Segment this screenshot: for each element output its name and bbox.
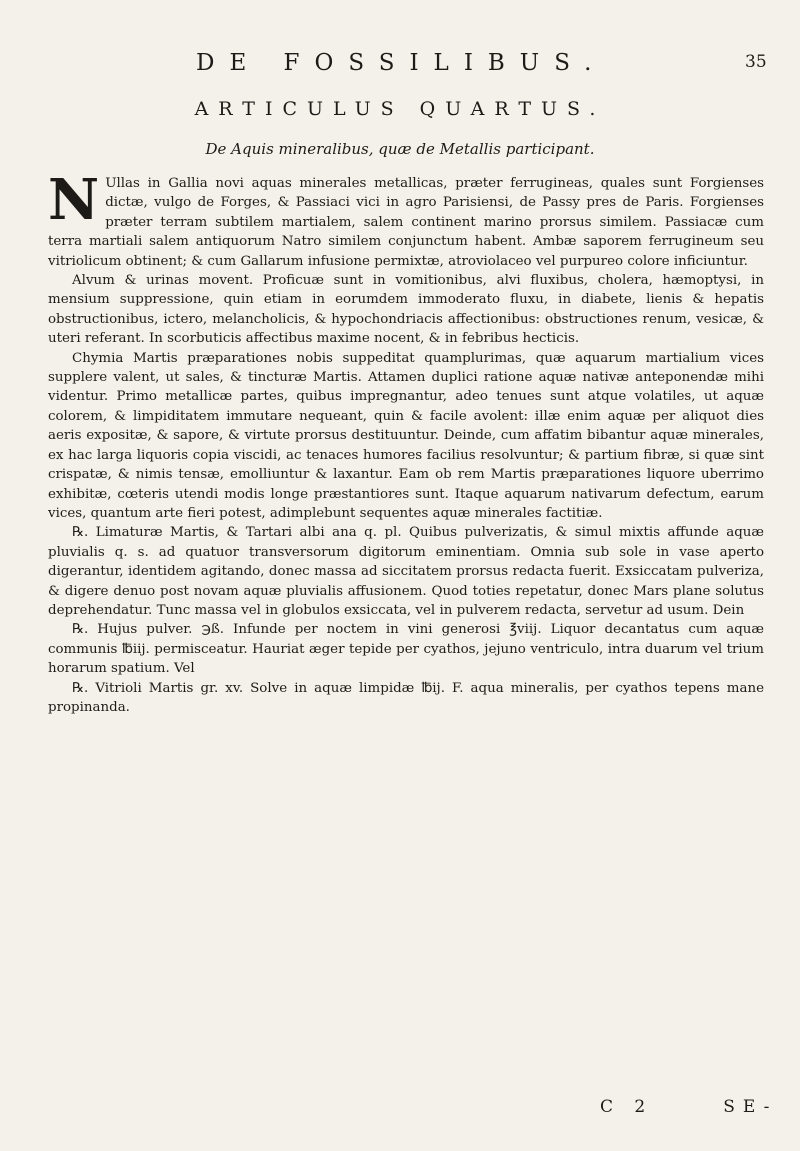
page-number: 35: [745, 52, 767, 72]
paragraph: Alvum & urinas movent. Proficuæ sunt in vomitionibus, alvi fluxibus, cholera, hæmoptysi, in mensium suppressione, quin etiam in eorumdem immoderato fluxu, in diabete, lienis & hepatis obstructionibus, ictero, melancholicis, & hypochondriacis affectionibus: obstructiones renum, vesicæ, & uteri referant. In scorbuticis affectibus maxime nocent, & in febribus hecticis.: [48, 273, 764, 347]
recipe-paragraph: ℞. Vitrioli Martis gr. xv. Solve in aquæ limpidæ ℔ij. F. aqua mineralis, per cyathos tepens mane propinanda.: [48, 680, 764, 715]
signature-mark: C 2: [600, 1097, 654, 1117]
drop-cap: N: [48, 167, 100, 233]
article-subtitle: De Aquis mineralibus, quæ de Metallis participant.: [205, 140, 595, 158]
article-title: ARTICULUS QUARTUS.: [194, 98, 606, 120]
catchword: SE-: [723, 1097, 778, 1117]
article-body: [48, 167, 764, 717]
recipe-paragraph: ℞. Hujus pulver. ℈ß. Infunde per noctem in vini generosi ℥viij. Liquor decantatus cum aquæ communis ℔iij. permisceatur. Hauriat æger tepide per cyathos, jejuno ventriculo, intra duarum vel trium horarum spatium. Vel: [48, 622, 764, 677]
paragraph: Chymia Martis præparationes nobis suppeditat quamplurimas, quæ aquarum martialium vices supplere valent, ut sales, & tincturæ Martis. Attamen duplici ratione aquæ nativæ anteponendæ mihi videntur. Primo metallicæ partes, quibus impregnantur, adeo tenues sunt atque volatiles, ut aquæ colorem, & limpiditatem immutare nequeant, quin & facile avolent: illæ enim aquæ per aliquot dies aeris expositæ, & sapore, & virtute prorsus destituuntur. Deinde, cum affatim bibantur aquæ minerales, ex hac larga liquoris copia viscidi, ac tenaces humores facilius resolvuntur; & partium fibræ, si quæ sint crispatæ, & nimis tensæ, emolliuntur & laxantur. Eam ob rem Martis præparationes liquore uberrimo exhibitæ, cœteris utendi modis longe præstantiores sunt. Itaque aquarum nativarum defectum, earum vices, quantum arte fieri potest, adimplebunt sequentes aquæ minerales factitiæ.: [48, 350, 764, 521]
paragraph-text: Ullas in Gallia novi aquas minerales metallicas, præter ferrugineas, quales sunt Forgienses dictæ, vulgo de Forges, & Passiaci vici in agro Parisiensi, de Passy pres de Paris. Forgienses præter terram subtilem martialem, salem continent marino prorsus similem. Passiacæ cum terra martiali salem antiquorum Natro similem conjunctum habent. Ambæ saporem ferrugineum seu vitriolicum obtinent; & cum Gallarum infusione permixtæ, atroviolaceo vel purpureo colore inficiuntur.: [48, 176, 764, 269]
recipe-paragraph: ℞. Limaturæ Martis, & Tartari albi ana q. pl. Quibus pulverizatis, & simul mixtis affunde aquæ pluvialis q. s. ad quatuor transversorum digitorum eminentiam. Omnia sub sole in vase aperto digerantur, identidem agitando, donec massa ad siccitatem prorsus redacta fuerit. Exsiccatam pulveriza, & digere denuo post novam aquæ pluvialis affusionem. Quod toties repetatur, donec Mars plane solutus deprehendatur. Tunc massa vel in globulos exsiccata, vel in pulverem redacta, servetur ad usum. Dein: [48, 525, 764, 618]
running-head: DE FOSSILIBUS.: [196, 50, 607, 76]
page-footer: [600, 1097, 777, 1117]
paragraph: [48, 167, 764, 271]
